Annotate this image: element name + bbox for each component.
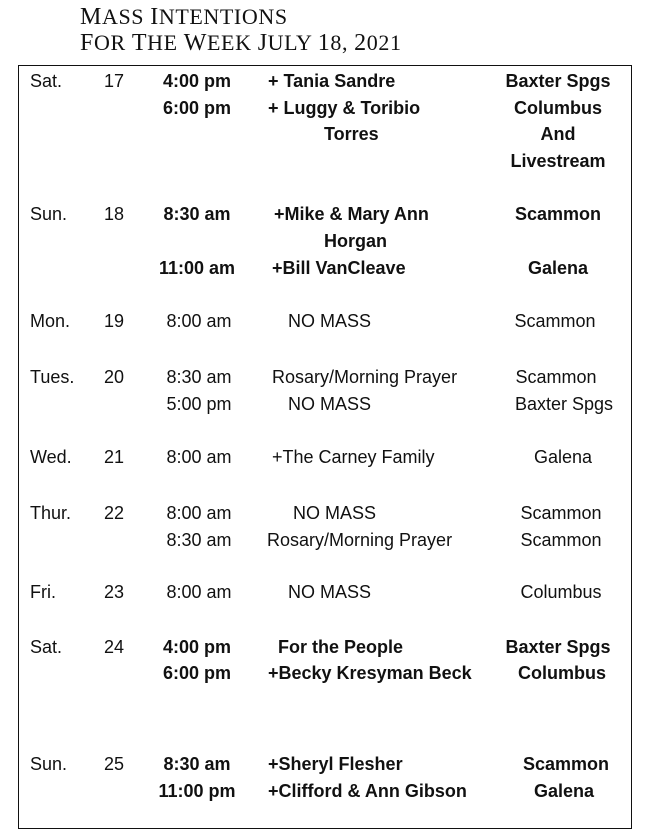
header-title-line2: FOR THE WEEK JULY 18, 2021: [80, 30, 402, 56]
mass-intention: Torres: [324, 124, 379, 144]
mass-intention: NO MASS: [288, 582, 372, 602]
day-date: 18: [104, 204, 125, 224]
mass-intention: +Clifford & Ann Gibson: [268, 781, 467, 801]
mass-time: 8:30 am: [166, 367, 232, 387]
day-name: Wed.: [30, 447, 72, 467]
day-date: 23: [104, 582, 125, 602]
mass-intention: Rosary/Morning Prayer: [272, 367, 458, 387]
mass-time: 11:00 am: [158, 258, 236, 278]
day-date: 22: [104, 503, 125, 523]
mass-location: Baxter Spgs: [514, 394, 614, 414]
mass-location: Galena: [527, 258, 589, 278]
mass-location: Scammon: [514, 204, 602, 224]
mass-time: 5:00 pm: [166, 394, 232, 414]
day-name: Mon.: [30, 311, 71, 331]
day-date: 17: [104, 71, 125, 91]
day-date: 20: [104, 367, 125, 387]
day-name: Tues.: [30, 367, 75, 387]
mass-intention: +Mike & Mary Ann: [274, 204, 429, 224]
mass-intention: NO MASS: [288, 311, 372, 331]
mass-time: 4:00 pm: [162, 637, 232, 657]
mass-location: Scammon: [520, 503, 602, 523]
mass-location: Columbus: [520, 582, 602, 602]
mass-intention: Horgan: [324, 231, 387, 251]
mass-time: 8:30 am: [163, 204, 231, 224]
mass-intention: +Bill VanCleave: [272, 258, 406, 278]
mass-intention: +The Carney Family: [272, 447, 435, 467]
mass-location: Galena: [533, 447, 593, 467]
day-name: Sat.: [30, 71, 63, 91]
mass-location: Scammon: [515, 367, 597, 387]
mass-time: 8:30 am: [166, 530, 232, 550]
mass-time: 8:00 am: [166, 582, 232, 602]
mass-location: Scammon: [520, 530, 602, 550]
mass-location: Columbus: [518, 663, 606, 683]
mass-intention: For the People: [278, 637, 404, 657]
mass-location: Scammon: [522, 754, 610, 774]
header-title-line1: MASS INTENTIONS: [80, 4, 288, 30]
mass-time: 6:00 pm: [162, 98, 232, 118]
mass-intention: +Becky Kresyman Beck: [268, 663, 472, 683]
day-name: Sun.: [30, 754, 68, 774]
day-name: Thur.: [30, 503, 72, 523]
mass-location: Baxter Spgs: [505, 637, 611, 657]
day-date: 24: [104, 637, 125, 657]
mass-intention: +Sheryl Flesher: [268, 754, 403, 774]
mass-location: Columbus: [514, 98, 602, 118]
day-date: 19: [104, 311, 125, 331]
mass-location: Scammon: [514, 311, 596, 331]
mass-location: And: [540, 124, 576, 144]
mass-time: 8:00 am: [166, 503, 232, 523]
mass-location: Galena: [533, 781, 595, 801]
mass-location: Livestream: [510, 151, 606, 171]
day-date: 25: [104, 754, 125, 774]
mass-time: 11:00 pm: [158, 781, 236, 801]
day-name: Fri.: [30, 582, 56, 602]
mass-time: 4:00 pm: [162, 71, 232, 91]
mass-intention: Rosary/Morning Prayer: [267, 530, 453, 550]
day-date: 21: [104, 447, 125, 467]
day-name: Sun.: [30, 204, 68, 224]
mass-intention: + Luggy & Toribio: [268, 98, 421, 118]
mass-time: 8:30 am: [163, 754, 231, 774]
day-name: Sat.: [30, 637, 63, 657]
mass-location: Baxter Spgs: [505, 71, 611, 91]
mass-time: 8:00 am: [166, 447, 232, 467]
mass-time: 6:00 pm: [162, 663, 232, 683]
mass-intention: NO MASS: [293, 503, 377, 523]
mass-time: 8:00 am: [166, 311, 232, 331]
mass-intention: NO MASS: [288, 394, 372, 414]
mass-intention: + Tania Sandre: [268, 71, 396, 91]
